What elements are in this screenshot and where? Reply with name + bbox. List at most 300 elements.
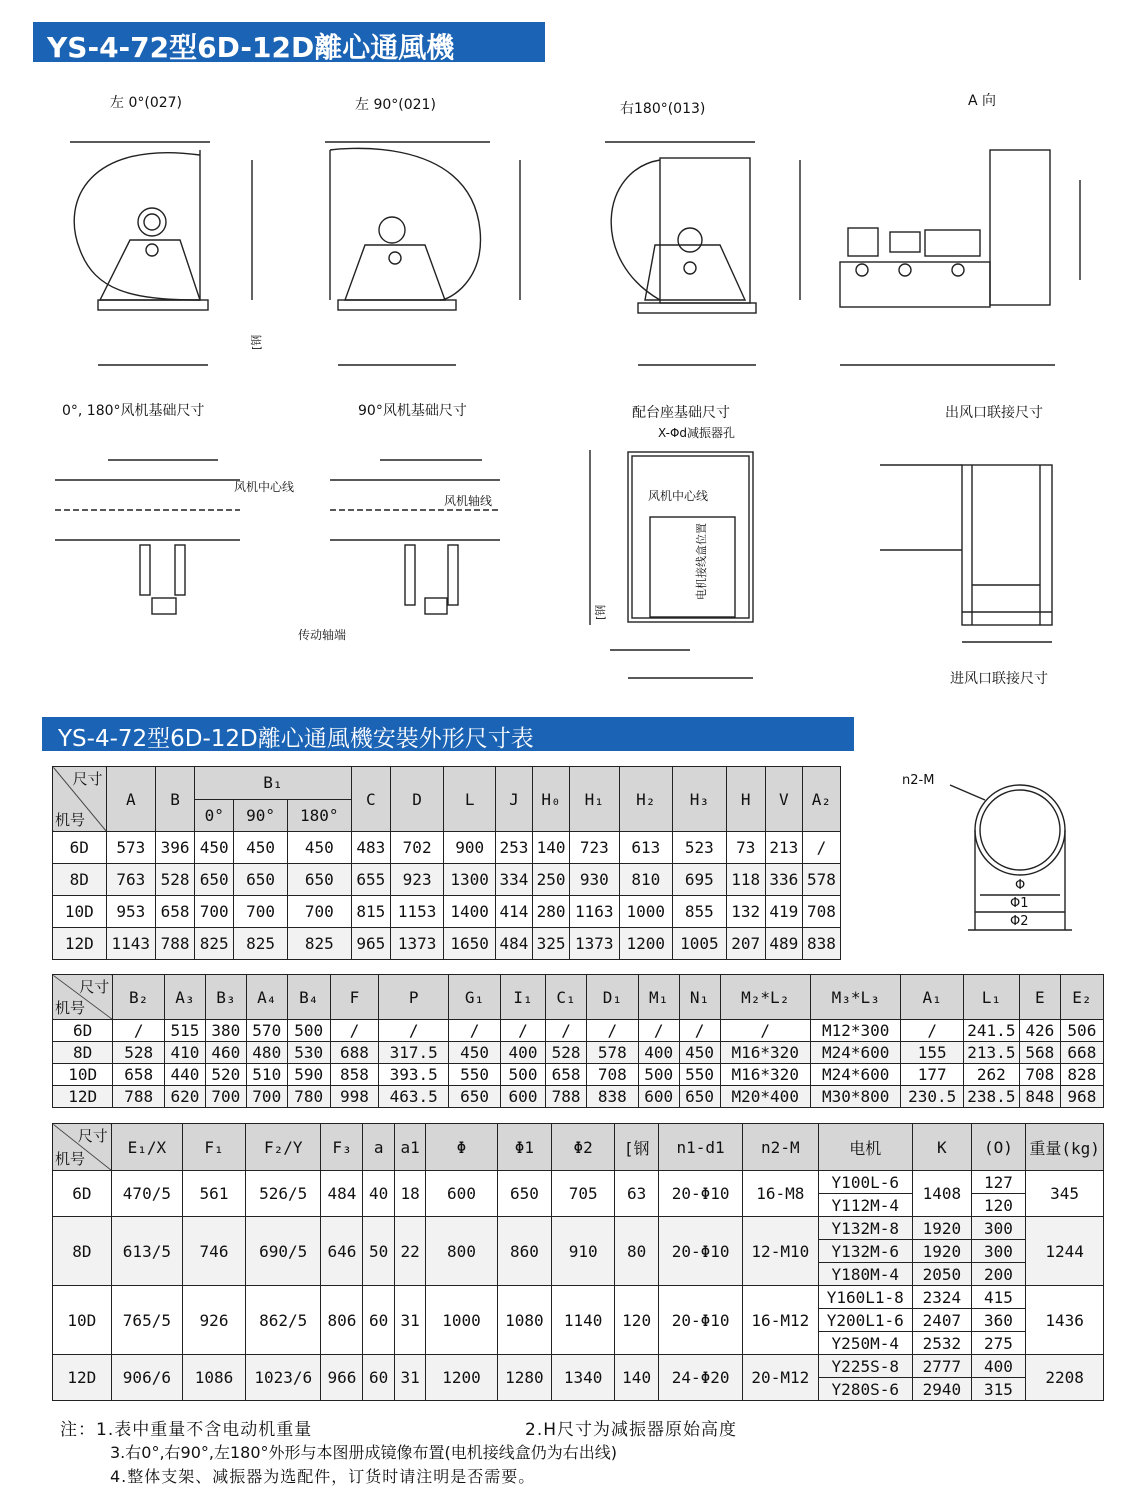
table-cell: 650 xyxy=(449,1086,501,1108)
table-cell: 700 xyxy=(205,1086,246,1108)
table-cell: 253 xyxy=(495,832,532,864)
header-row xyxy=(53,1124,1104,1171)
table-cell: 526/5 xyxy=(245,1171,321,1217)
table-cell-motor: Y280S-6 xyxy=(818,1378,912,1401)
table-cell: 650 xyxy=(679,1086,720,1108)
table-cell: 828 xyxy=(1060,1064,1103,1086)
table-cell-k: 2324 xyxy=(912,1286,971,1309)
table-cell: 746 xyxy=(183,1217,246,1286)
dimension-table-2 xyxy=(52,974,1104,1108)
steel-label: [钢 xyxy=(250,334,263,350)
table-cell: 1280 xyxy=(497,1355,552,1401)
table-cell: 788 xyxy=(113,1086,165,1108)
col-header: F₁ xyxy=(183,1124,246,1171)
table-cell-weight: 1244 xyxy=(1026,1217,1104,1286)
table-cell: 31 xyxy=(394,1286,425,1355)
col-header: C₁ xyxy=(546,975,587,1020)
table-cell-o: 315 xyxy=(971,1378,1026,1401)
table-cell: 12-M10 xyxy=(743,1217,819,1286)
table-cell: 523 xyxy=(673,832,727,864)
table-cell: 855 xyxy=(673,896,727,928)
table-cell: 590 xyxy=(287,1064,330,1086)
base-0-180-label: 0°, 180°风机基础尺寸 xyxy=(62,403,205,419)
table-cell: 968 xyxy=(1060,1086,1103,1108)
drive-end-label: 传动轴端 xyxy=(298,628,347,642)
table-cell: 1086 xyxy=(183,1355,246,1401)
table-cell: 695 xyxy=(673,864,727,896)
table-cell: 578 xyxy=(587,1042,639,1064)
table-cell: / xyxy=(449,1020,501,1042)
table-cell: 658 xyxy=(113,1064,165,1086)
col-header: a xyxy=(363,1124,394,1171)
col-header: A₂ xyxy=(802,767,840,832)
table-cell: 463.5 xyxy=(379,1086,449,1108)
table-cell: 241.5 xyxy=(963,1020,1019,1042)
table-cell: / xyxy=(720,1020,810,1042)
table-cell: 177 xyxy=(901,1064,963,1086)
table-cell: 860 xyxy=(497,1217,552,1286)
table-cell: 510 xyxy=(246,1064,287,1086)
table-cell: 12D xyxy=(53,1086,113,1108)
table-cell: 600 xyxy=(638,1086,679,1108)
table-cell-o: 415 xyxy=(971,1286,1026,1309)
table-cell: 230.5 xyxy=(901,1086,963,1108)
table-row xyxy=(53,1171,1104,1194)
table-cell: 317.5 xyxy=(379,1042,449,1064)
table-cell-model: 12D xyxy=(53,1355,112,1401)
table-cell: 63 xyxy=(615,1171,659,1217)
table-cell: 788 xyxy=(546,1086,587,1108)
table-row xyxy=(53,1217,1104,1240)
corner-model-label: 机号 xyxy=(55,1150,86,1168)
table-cell: 470/5 xyxy=(111,1171,182,1217)
table-cell: 31 xyxy=(394,1355,425,1401)
corner-size-label: 尺寸 xyxy=(72,770,103,788)
table-row xyxy=(53,1086,1104,1108)
table-cell-motor: Y250M-4 xyxy=(818,1332,912,1355)
table-cell: 825 xyxy=(195,928,234,960)
flange-phi1-label: Φ1 xyxy=(1010,896,1029,911)
table-cell-motor: Y132M-6 xyxy=(818,1240,912,1263)
table-cell: / xyxy=(587,1020,639,1042)
table-cell: 400 xyxy=(500,1042,545,1064)
table-cell: 480 xyxy=(246,1042,287,1064)
table-cell: 450 xyxy=(234,832,288,864)
table-cell: M12*300 xyxy=(810,1020,900,1042)
col-header: B₄ xyxy=(287,975,330,1020)
table-cell: 838 xyxy=(802,928,840,960)
table-cell: 825 xyxy=(287,928,351,960)
col-header: A₁ xyxy=(901,975,963,1020)
table-cell: 570 xyxy=(246,1020,287,1042)
col-header: V xyxy=(765,767,802,832)
table-cell: 484 xyxy=(495,928,532,960)
table-row xyxy=(53,1042,1104,1064)
table-cell: 998 xyxy=(330,1086,378,1108)
table-cell: / xyxy=(113,1020,165,1042)
col-subheader: 180° xyxy=(287,799,351,832)
table-cell: 700 xyxy=(246,1086,287,1108)
table-cell-model: 8D xyxy=(53,1217,112,1286)
table-cell: 410 xyxy=(164,1042,205,1064)
table-cell-k: 2940 xyxy=(912,1378,971,1401)
table-cell: 700 xyxy=(234,896,288,928)
col-header: Φ2 xyxy=(552,1124,615,1171)
col-header: I₁ xyxy=(500,975,545,1020)
table-cell: 550 xyxy=(679,1064,720,1086)
table-cell: 262 xyxy=(963,1064,1019,1086)
table-cell: 708 xyxy=(802,896,840,928)
table-cell: 396 xyxy=(156,832,195,864)
table-cell: 528 xyxy=(546,1042,587,1064)
table-cell: 140 xyxy=(532,832,569,864)
table-cell: / xyxy=(330,1020,378,1042)
table-cell: 118 xyxy=(726,864,765,896)
table-cell: 1000 xyxy=(426,1286,497,1355)
table-cell: 1080 xyxy=(497,1286,552,1355)
table-cell: 702 xyxy=(390,832,444,864)
fan-axis-label: 风机轴线 xyxy=(444,494,493,508)
col-header: F₂/Y xyxy=(245,1124,321,1171)
table-cell-o: 200 xyxy=(971,1263,1026,1286)
table-cell: 40 xyxy=(363,1171,394,1217)
table-cell: 1200 xyxy=(619,928,673,960)
table-cell: 20-Φ10 xyxy=(659,1217,743,1286)
table-cell: 450 xyxy=(287,832,351,864)
table-cell: 838 xyxy=(587,1086,639,1108)
note-1: 注：1.表中重量不含电动机重量 xyxy=(60,1420,313,1440)
table-cell: 6D xyxy=(53,832,107,864)
table-cell: 688 xyxy=(330,1042,378,1064)
table-cell: 690/5 xyxy=(245,1217,321,1286)
table-cell: 600 xyxy=(500,1086,545,1108)
table-cell: 646 xyxy=(321,1217,363,1286)
table-cell: 620 xyxy=(164,1086,205,1108)
table-cell: 953 xyxy=(106,896,155,928)
table-cell: 650 xyxy=(195,864,234,896)
table-cell: 763 xyxy=(106,864,155,896)
table-cell-motor: Y100L-6 xyxy=(818,1171,912,1194)
table-cell: 336 xyxy=(765,864,802,896)
table-cell: 60 xyxy=(363,1355,394,1401)
table-cell-o: 300 xyxy=(971,1240,1026,1263)
table-cell: 1200 xyxy=(426,1355,497,1401)
table-cell: 460 xyxy=(205,1042,246,1064)
table-cell: 923 xyxy=(390,864,444,896)
table-cell: 440 xyxy=(164,1064,205,1086)
table-cell: 6D xyxy=(53,1020,113,1042)
table-row xyxy=(53,1355,1104,1378)
table-cell: / xyxy=(638,1020,679,1042)
table-cell: 806 xyxy=(321,1286,363,1355)
inlet-label: 进风口联接尺寸 xyxy=(950,671,1048,687)
table-cell: 550 xyxy=(449,1064,501,1086)
table-cell: 900 xyxy=(444,832,496,864)
table-cell-k: 2777 xyxy=(912,1355,971,1378)
col-header: L₁ xyxy=(963,975,1019,1020)
col-header: H₁ xyxy=(570,767,619,832)
table-cell: 810 xyxy=(619,864,673,896)
col-header: D xyxy=(390,767,444,832)
table-cell: 1650 xyxy=(444,928,496,960)
table-cell-k: 1920 xyxy=(912,1240,971,1263)
col-header: G₁ xyxy=(449,975,501,1020)
dimension-table-1 xyxy=(52,766,841,960)
flange-holes-label: n2-M xyxy=(902,773,935,788)
col-subheader: 90° xyxy=(234,799,288,832)
header-row xyxy=(53,767,841,800)
table-cell: 132 xyxy=(726,896,765,928)
header-row xyxy=(53,975,1104,1020)
col-header: L xyxy=(444,767,496,832)
table-cell: 520 xyxy=(205,1064,246,1086)
view-left-0-label: 左 0°(027) xyxy=(110,95,183,111)
table-cell-o: 360 xyxy=(971,1309,1026,1332)
table-cell: 926 xyxy=(183,1286,246,1355)
table-cell: 393.5 xyxy=(379,1064,449,1086)
table-cell-k: 2407 xyxy=(912,1309,971,1332)
table-cell: 708 xyxy=(587,1064,639,1086)
corner-header-cell xyxy=(53,975,113,1020)
corner-header-cell xyxy=(53,767,107,832)
table-cell: 20-Φ10 xyxy=(659,1171,743,1217)
table-cell: 930 xyxy=(570,864,619,896)
col-header: 电机 xyxy=(818,1124,912,1171)
table-row xyxy=(53,864,841,896)
table-cell: 825 xyxy=(234,928,288,960)
table-cell: 10D xyxy=(53,896,107,928)
table-cell-k: 1408 xyxy=(912,1171,971,1217)
corner-size-label: 尺寸 xyxy=(79,978,110,996)
table-cell: / xyxy=(901,1020,963,1042)
table-cell: 1153 xyxy=(390,896,444,928)
table-cell: M24*600 xyxy=(810,1042,900,1064)
col-header: J xyxy=(495,767,532,832)
table-cell-motor: Y200L1-6 xyxy=(818,1309,912,1332)
table-cell: 723 xyxy=(570,832,619,864)
note-2: 2.H尺寸为减振器原始高度 xyxy=(525,1420,738,1440)
note-3: 3.右0°,右90°,左180°外形与本图册成镜像布置(电机接线盒仍为右出线) xyxy=(110,1443,618,1462)
table-cell-k: 1920 xyxy=(912,1217,971,1240)
col-header: n2-M xyxy=(743,1124,819,1171)
table-cell: 16-M12 xyxy=(743,1286,819,1355)
table-cell: 765/5 xyxy=(111,1286,182,1355)
table-cell: 910 xyxy=(552,1217,615,1286)
table-cell: 650 xyxy=(497,1171,552,1217)
table-cell-model: 6D xyxy=(53,1171,112,1217)
table-cell: 16-M8 xyxy=(743,1171,819,1217)
table-cell: 419 xyxy=(765,896,802,928)
col-header: E₁/X xyxy=(111,1124,182,1171)
table-cell: 483 xyxy=(351,832,390,864)
table-cell: 207 xyxy=(726,928,765,960)
col-header: [钢 xyxy=(615,1124,659,1171)
table-cell: 668 xyxy=(1060,1042,1103,1064)
table-cell: 500 xyxy=(638,1064,679,1086)
table-cell: 18 xyxy=(394,1171,425,1217)
table-cell: 705 xyxy=(552,1171,615,1217)
table-cell: 1005 xyxy=(673,928,727,960)
table-cell: 213 xyxy=(765,832,802,864)
table-cell: / xyxy=(802,832,840,864)
table-cell: 20-M12 xyxy=(743,1355,819,1401)
col-header: H₂ xyxy=(619,767,673,832)
table-row xyxy=(53,832,841,864)
flange-phi-label: Φ xyxy=(1015,878,1026,893)
table-row xyxy=(53,1286,1104,1309)
table-cell: 489 xyxy=(765,928,802,960)
col-header: F xyxy=(330,975,378,1020)
table-cell: 238.5 xyxy=(963,1086,1019,1108)
table-cell: 426 xyxy=(1019,1020,1060,1042)
table-cell: M30*800 xyxy=(810,1086,900,1108)
table-cell: 500 xyxy=(500,1064,545,1086)
table-cell: 528 xyxy=(113,1042,165,1064)
table-cell-k: 2050 xyxy=(912,1263,971,1286)
table-cell: 848 xyxy=(1019,1086,1060,1108)
table-cell: 325 xyxy=(532,928,569,960)
col-header: 重量(kg) xyxy=(1026,1124,1104,1171)
col-header: E₂ xyxy=(1060,975,1103,1020)
table-cell: 965 xyxy=(351,928,390,960)
col-header: M₂*L₂ xyxy=(720,975,810,1020)
col-header: a1 xyxy=(394,1124,425,1171)
outlet-label: 出风口联接尺寸 xyxy=(945,405,1043,421)
table-row xyxy=(53,928,841,960)
table-cell: / xyxy=(379,1020,449,1042)
table-cell: 561 xyxy=(183,1171,246,1217)
table-cell: 1023/6 xyxy=(245,1355,321,1401)
table-cell: 613 xyxy=(619,832,673,864)
fan-centerline-label: 风机中心线 xyxy=(234,480,295,494)
table-cell: / xyxy=(546,1020,587,1042)
table-cell-motor: Y132M-8 xyxy=(818,1217,912,1240)
table-row xyxy=(53,1020,1104,1042)
col-header: H₃ xyxy=(673,767,727,832)
table-cell-weight: 1436 xyxy=(1026,1286,1104,1355)
col-header: C xyxy=(351,767,390,832)
table-cell: 1373 xyxy=(390,928,444,960)
table-cell: 10D xyxy=(53,1064,113,1086)
table-cell: 213.5 xyxy=(963,1042,1019,1064)
table-cell: 60 xyxy=(363,1286,394,1355)
table-cell-motor: Y180M-4 xyxy=(818,1263,912,1286)
col-header: F₃ xyxy=(321,1124,363,1171)
table-cell: 450 xyxy=(679,1042,720,1064)
table-cell: 8D xyxy=(53,864,107,896)
table-cell: M16*320 xyxy=(720,1064,810,1086)
table-cell: 414 xyxy=(495,896,532,928)
col-subheader: 0° xyxy=(195,799,234,832)
table-cell-o: 400 xyxy=(971,1355,1026,1378)
table-row xyxy=(53,1064,1104,1086)
table-cell: 1373 xyxy=(570,928,619,960)
col-header: Φ xyxy=(426,1124,497,1171)
table-cell: 1340 xyxy=(552,1355,615,1401)
table-cell-motor: Y160L1-8 xyxy=(818,1286,912,1309)
steel-label-2: [钢 xyxy=(594,604,607,620)
table-cell: 858 xyxy=(330,1064,378,1086)
table-cell: 120 xyxy=(615,1286,659,1355)
corner-model-label: 机号 xyxy=(55,811,86,829)
damper-hole-label: X-Φd减振器孔 xyxy=(658,426,736,440)
table-cell: 140 xyxy=(615,1355,659,1401)
col-header: B₃ xyxy=(205,975,246,1020)
col-header: K xyxy=(912,1124,971,1171)
table-cell: 530 xyxy=(287,1042,330,1064)
table-cell: 658 xyxy=(546,1064,587,1086)
table-cell: 1140 xyxy=(552,1286,615,1355)
table-cell: 450 xyxy=(449,1042,501,1064)
table-cell: 1143 xyxy=(106,928,155,960)
table-cell: 20-Φ10 xyxy=(659,1286,743,1355)
table-cell-o: 127 xyxy=(971,1171,1026,1194)
table-cell: 568 xyxy=(1019,1042,1060,1064)
table-cell: 1400 xyxy=(444,896,496,928)
table-cell: 700 xyxy=(195,896,234,928)
col-header: Φ1 xyxy=(497,1124,552,1171)
col-header: P xyxy=(379,975,449,1020)
table-cell: 573 xyxy=(106,832,155,864)
corner-header-cell xyxy=(53,1124,112,1171)
table-cell: / xyxy=(500,1020,545,1042)
table-cell: M24*600 xyxy=(810,1064,900,1086)
table-cell-o: 300 xyxy=(971,1217,1026,1240)
table-cell: 22 xyxy=(394,1217,425,1286)
col-header: M₃*L₃ xyxy=(810,975,900,1020)
table-cell: 528 xyxy=(156,864,195,896)
motor-box-label: 电机接线盒位置 xyxy=(695,523,708,600)
dimension-table-3 xyxy=(52,1123,1104,1401)
table-cell: 578 xyxy=(802,864,840,896)
table-cell-motor: Y112M-4 xyxy=(818,1194,912,1217)
table-cell: 613/5 xyxy=(111,1217,182,1286)
table-cell: 650 xyxy=(234,864,288,896)
table-cell: 1163 xyxy=(570,896,619,928)
col-header: A₃ xyxy=(164,975,205,1020)
table-cell: 906/6 xyxy=(111,1355,182,1401)
table-cell: 966 xyxy=(321,1355,363,1401)
table-cell: 334 xyxy=(495,864,532,896)
table-cell-weight: 2208 xyxy=(1026,1355,1104,1401)
col-header: B₂ xyxy=(113,975,165,1020)
table-cell: 50 xyxy=(363,1217,394,1286)
col-header-b1: B₁ xyxy=(195,767,352,800)
table-row xyxy=(53,896,841,928)
col-header: M₁ xyxy=(638,975,679,1020)
table-cell: 708 xyxy=(1019,1064,1060,1086)
table-cell: 800 xyxy=(426,1217,497,1286)
table-cell: 155 xyxy=(901,1042,963,1064)
table-cell: / xyxy=(679,1020,720,1042)
note-4: 4.整体支架、减振器为选配件，订货时请注明是否需要。 xyxy=(110,1467,536,1486)
view-left-90-label: 左 90°(021) xyxy=(355,97,436,113)
page-title: YS-4-72型6D-12D離心通風機 xyxy=(33,22,545,62)
col-header: B xyxy=(156,767,195,832)
table-cell: 450 xyxy=(195,832,234,864)
table-cell-o: 120 xyxy=(971,1194,1026,1217)
table-cell: 815 xyxy=(351,896,390,928)
table-cell: 380 xyxy=(205,1020,246,1042)
view-a-label: A 向 xyxy=(968,93,997,109)
table-cell: 8D xyxy=(53,1042,113,1064)
table-cell: 658 xyxy=(156,896,195,928)
table-title: YS-4-72型6D-12D離心通風機安裝外形尺寸表 xyxy=(42,717,854,751)
table-cell: 862/5 xyxy=(245,1286,321,1355)
base-stand-label: 配台座基础尺寸 xyxy=(632,405,730,421)
table-cell: 484 xyxy=(321,1171,363,1217)
flange-phi2-label: Φ2 xyxy=(1010,914,1029,929)
